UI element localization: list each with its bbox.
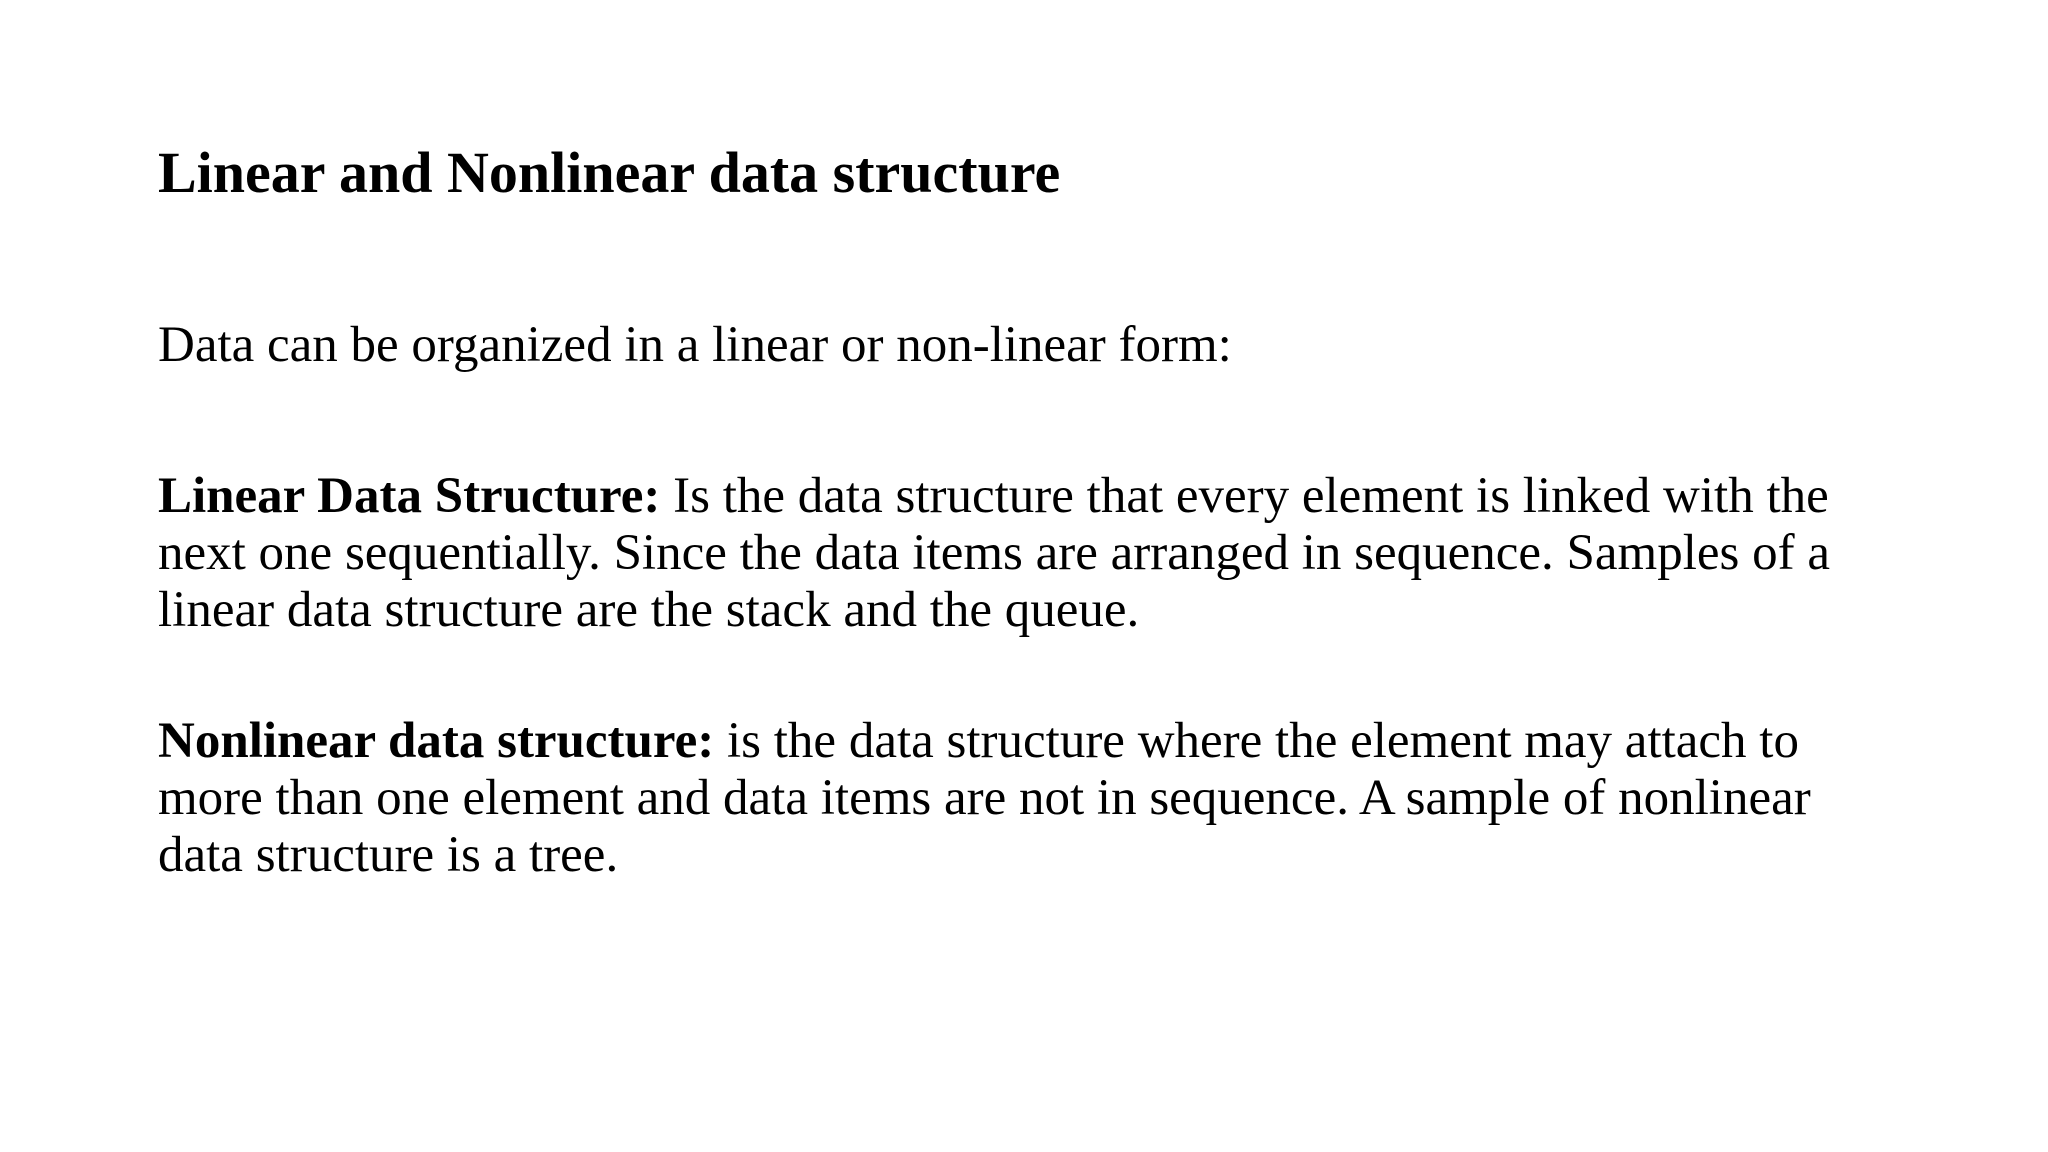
nonlinear-term: Nonlinear data structure: xyxy=(158,713,715,769)
linear-term: Linear Data Structure: xyxy=(158,468,661,524)
intro-text: Data can be organized in a linear or non-linear form: xyxy=(158,317,1232,373)
linear-description: Is the data structure that every element is linked with the next one sequentially. Since the data items are arranged in sequence. Samples of a linear data structure are the stack and the queue. xyxy=(158,468,1830,638)
nonlinear-definition xyxy=(158,713,1898,884)
nonlinear-description: is the data structure where the element may attach to more than one element and data items are not in sequence. A sample of nonlinear data structure is a tree. xyxy=(158,713,1811,883)
slide-title: Linear and Nonlinear data structure xyxy=(158,140,1061,205)
linear-definition xyxy=(158,468,1898,639)
